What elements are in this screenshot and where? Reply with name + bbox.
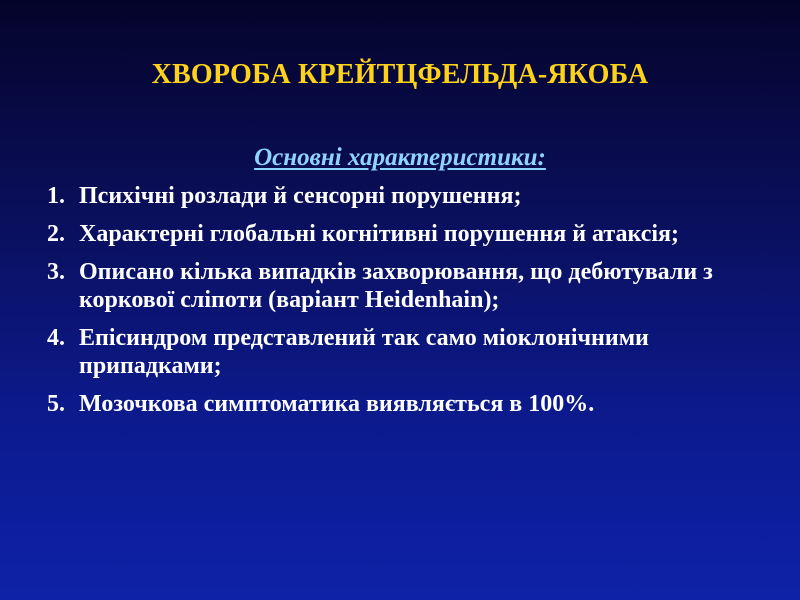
list-item — [47, 258, 767, 314]
list-item-number: 2. — [47, 221, 65, 247]
list-item-number: 4. — [47, 325, 65, 351]
list-item — [47, 390, 767, 418]
slide-title: ХВОРОБА КРЕЙТЦФЕЛЬДА-ЯКОБА — [151, 59, 649, 90]
list-item-text: Епісиндром представлений так само міоклонічними припадками; — [79, 325, 649, 379]
list-item-text: Описано кілька випадків захворювання, що дебютували з коркової сліпоти (варіант Heidenhain); — [79, 259, 713, 313]
list-item — [47, 220, 767, 248]
list-item-text: Психічні розлади й сенсорні порушення; — [79, 183, 522, 209]
list-item-number: 3. — [47, 259, 65, 285]
list-item — [47, 324, 767, 380]
list-item-text: Мозочкова симптоматика виявляється в 100%. — [79, 391, 595, 417]
slide-subtitle: Основні характеристики: — [254, 144, 546, 171]
characteristics-list — [47, 182, 767, 428]
list-item-number: 5. — [47, 391, 65, 417]
list-item-text: Характерні глобальні когнітивні порушення й атаксія; — [79, 221, 680, 247]
list-item-number: 1. — [47, 183, 65, 209]
list-item — [47, 182, 767, 210]
